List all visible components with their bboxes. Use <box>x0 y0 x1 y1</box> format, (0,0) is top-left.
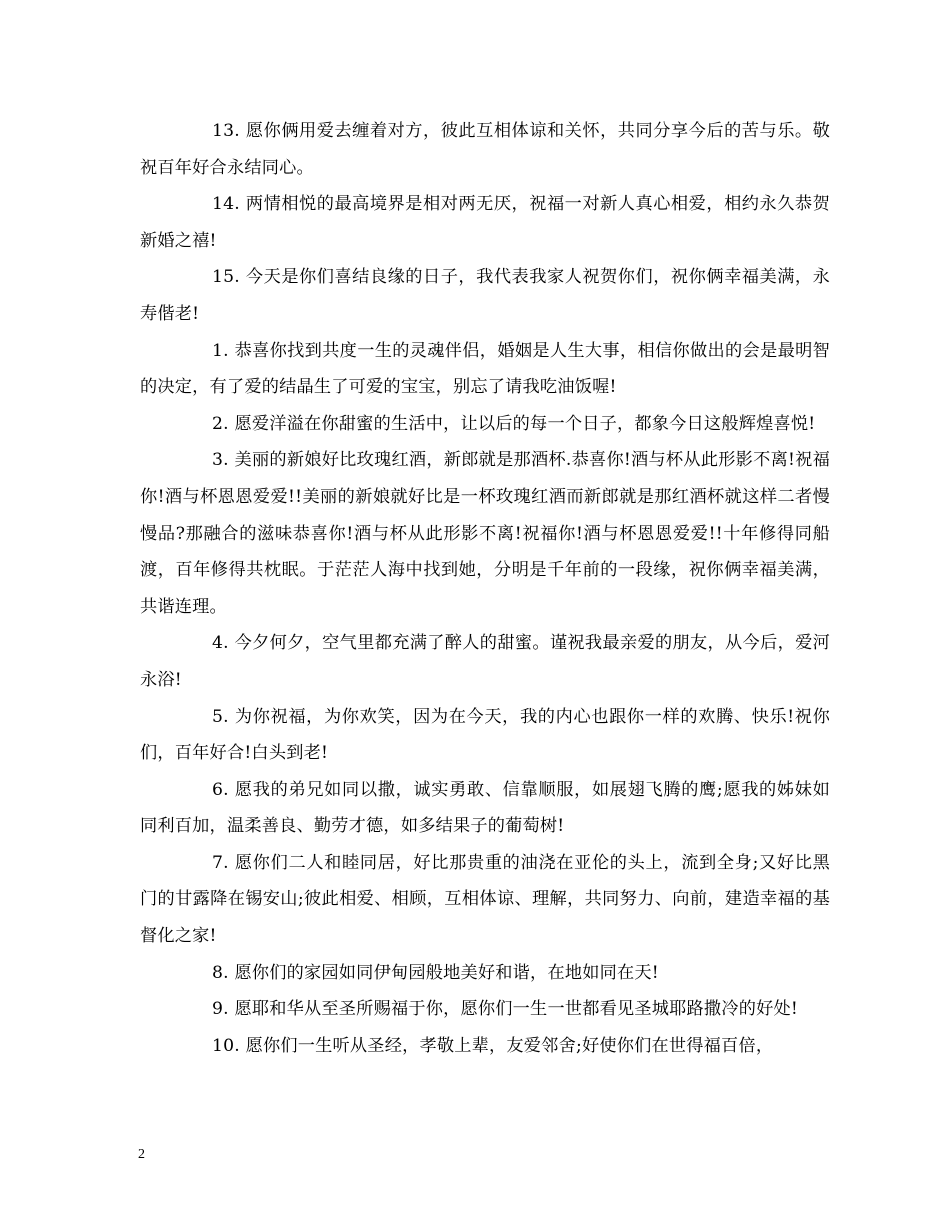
paragraph-14: 14. 两情相悦的最高境界是相对两无厌，祝福一对新人真心相爱，相约永久恭贺新婚之禧! <box>140 194 830 251</box>
paragraph-7: 7. 愿你们二人和睦同居，好比那贵重的油浇在亚伦的头上，流到全身;又好比黑门的甘露降在锡安山;彼此相爱、相顾，互相体谅、理解，共同努力、向前，建造幸福的基督化之家! <box>140 852 830 947</box>
document-body <box>140 113 830 1064</box>
paragraph-13: 13. 愿你俩用爱去缠着对方，彼此互相体谅和关怀，共同分享今后的苦与乐。敬祝百年好合永结同心。 <box>140 121 830 178</box>
paragraph-4: 4. 今夕何夕，空气里都充满了醉人的甜蜜。谨祝我最亲爱的朋友，从今后，爱河永浴! <box>140 633 830 690</box>
paragraph-8: 8. 愿你们的家园如同伊甸园般地美好和谐，在地如同在天! <box>212 962 659 983</box>
paragraph-10: 10. 愿你们一生听从圣经，孝敬上辈，友爱邻舍;好使你们在世得福百倍， <box>212 1035 774 1056</box>
paragraph-3: 3. 美丽的新娘好比玫瑰红酒，新郎就是那酒杯.恭喜你!酒与杯从此形影不离!祝福你!酒与杯恩恩爱爱!!美丽的新娘就好比是一杯玫瑰红酒而新郎就是那红酒杯就这样二者慢慢品?那融合的滋味恭喜你!酒与杯从此形影不离!祝福你!酒与杯恩恩爱爱!!十年修得同船渡，百年修得共枕眠。于茫茫人海中找到她，分明是千年前的一段缘，祝你俩幸福美满，共谐连理。 <box>140 450 830 617</box>
paragraph-2: 2. 愿爱洋溢在你甜蜜的生活中，让以后的每一个日子，都象今日这般辉煌喜悦! <box>212 413 816 434</box>
paragraph-6: 6. 愿我的弟兄如同以撒，诚实勇敢、信靠顺服，如展翅飞腾的鹰;愿我的姊妹如同利百加，温柔善良、勤劳才德，如多结果子的葡萄树! <box>140 779 830 837</box>
paragraph-9: 9. 愿耶和华从至圣所赐福于你，愿你们一生一世都看见圣城耶路撒冷的好处! <box>212 999 798 1020</box>
paragraph-5: 5. 为你祝福，为你欢笑，因为在今天，我的内心也跟你一样的欢腾、快乐!祝你们，百年好合!白头到老! <box>140 706 830 764</box>
paragraph-1: 1. 恭喜你找到共度一生的灵魂伴侣，婚姻是人生大事，相信你做出的会是最明智的决定，有了爱的结晶生了可爱的宝宝，别忘了请我吃油饭喔! <box>140 340 830 398</box>
page-number: 2 <box>138 1147 145 1162</box>
paragraph-15: 15. 今天是你们喜结良缘的日子，我代表我家人祝贺你们，祝你俩幸福美满，永寿偕老! <box>140 267 830 324</box>
